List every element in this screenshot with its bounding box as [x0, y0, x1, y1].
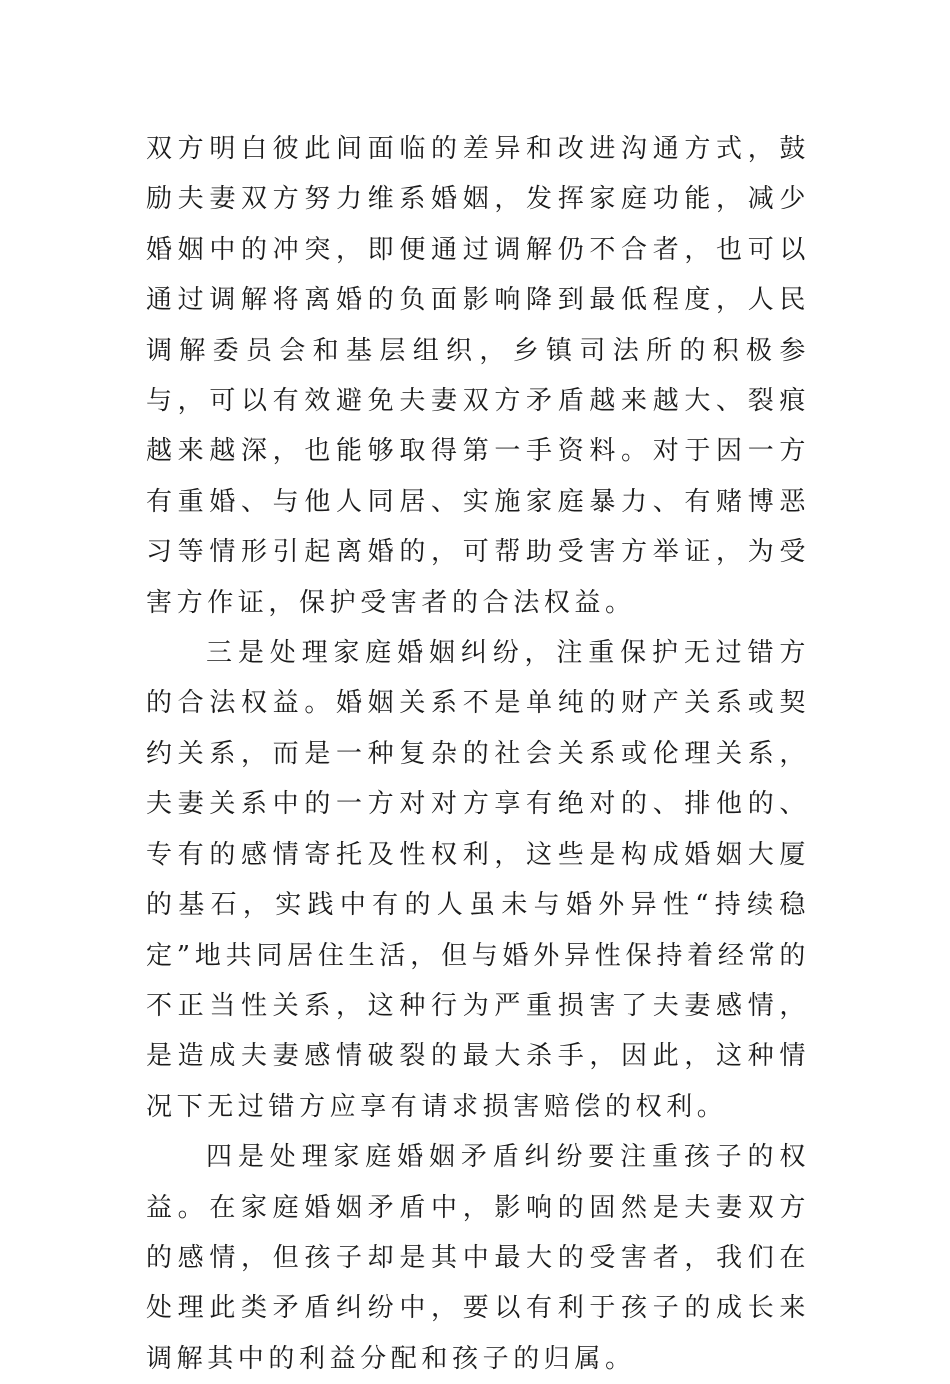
paragraph-point-three: 三是处理家庭婚姻纠纷，注重保护无过错方的合法权益。婚姻关系不是单纯的财产关系或契约关系，而是一种复杂的社会关系或伦理关系，夫妻关系中的一方对对方享有绝对的、排他的、专有的感情寄托及性权利，这些是构成婚姻大厦的基石，实践中有的人虽未与婚外异性“持续稳定”地共同居住生活，但与婚外异性保持着经常的不正当性关系，这种行为严重损害了夫妻感情，是造成夫妻感情破裂的最大杀手，因此，这种情况下无过错方应享有请求损害赔偿的权利。 [146, 638, 810, 1122]
paragraph-point-four: 四是处理家庭婚姻矛盾纠纷要注重孩子的权益。在家庭婚姻矛盾中，影响的固然是夫妻双方的感情，但孩子却是其中最大的受害者，我们在处理此类矛盾纠纷中，要以有利于孩子的成长来调解其中的利益分配和孩子的归属。 [146, 1142, 810, 1374]
paragraph-continuation: 双方明白彼此间面临的差异和改进沟通方式，鼓励夫妻双方努力维系婚姻，发挥家庭功能，减少婚姻中的冲突，即便通过调解仍不合者，也可以通过调解将离婚的负面影响降到最低程度，人民调解委员会和基层组织，乡镇司法所的积极参与，可以有效避免夫妻双方矛盾越来越大、裂痕越来越深，也能够取得第一手资料。对于因一方有重婚、与他人同居、实施家庭暴力、有赌博恶习等情形引起离婚的，可帮助受害方举证，为受害方作证，保护受害者的合法权益。 [146, 134, 810, 618]
document-body [146, 124, 810, 1384]
